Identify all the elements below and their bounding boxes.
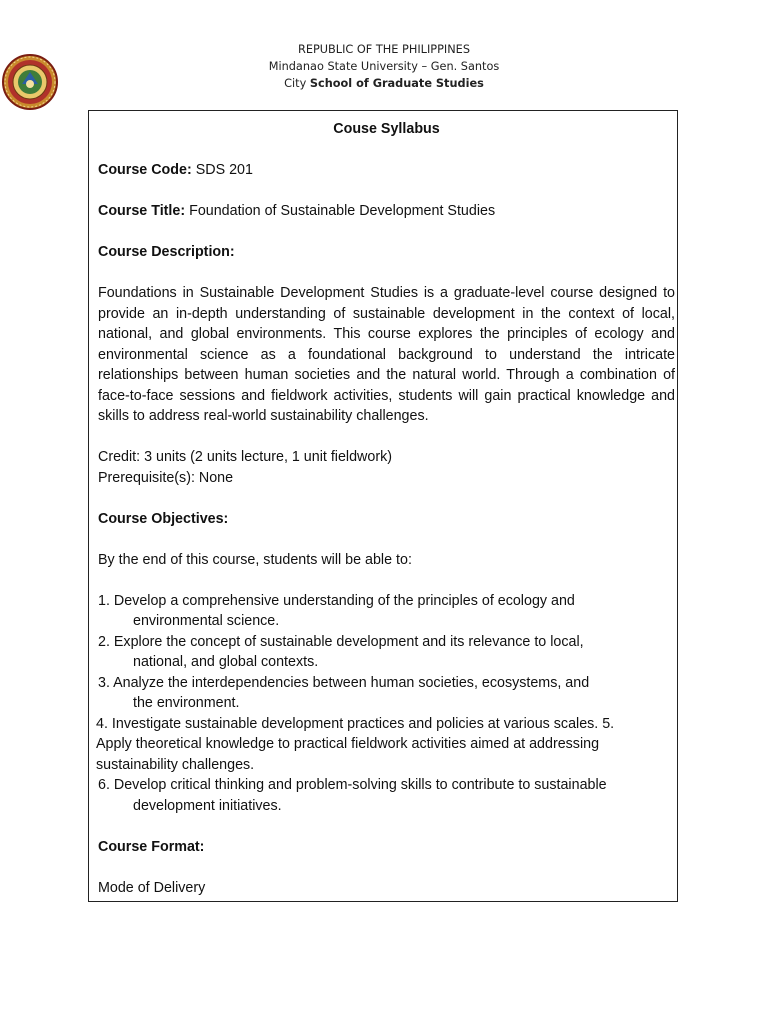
objective-4-5-line3: sustainability challenges. (96, 756, 255, 773)
letterhead (200, 41, 568, 92)
syllabus-box (88, 110, 678, 902)
objective-1-line1: 1. Develop a comprehensive understanding of the principles of ecology and (98, 592, 575, 609)
mode-of-delivery: Mode of Delivery (98, 879, 206, 896)
course-code-value: SDS 201 (191, 162, 253, 178)
course-code (98, 160, 675, 181)
objective-4-5-line2: Apply theoretical knowledge to practical fieldwork activities aimed at addressing (96, 736, 600, 752)
course-description-heading: Course Description: (98, 244, 235, 260)
course-format-heading: Course Format: (98, 838, 205, 855)
header-university: Mindanao State University – Gen. Santos (268, 60, 500, 73)
header-school-name: School of Graduate Studies (309, 77, 484, 90)
header-city: City (284, 77, 310, 90)
course-title-value: Foundation of Sustainable Development Studies (185, 203, 496, 219)
credit-line: Credit: 3 units (2 units lecture, 1 unit fieldwork) (98, 449, 393, 465)
objectives-intro: By the end of this course, students will be able to: (98, 551, 412, 568)
objective-2-line2: national, and global contexts. (133, 654, 319, 670)
objective-4-5-line1: 4. Investigate sustainable development practices and policies at various scales. 5. (96, 715, 615, 732)
university-seal-logo (2, 54, 58, 110)
header-school (200, 75, 568, 92)
objective-1 (98, 591, 675, 632)
header-republic: REPUBLIC OF THE PHILIPPINES (297, 43, 470, 56)
objective-6-line2: development initiatives. (133, 797, 282, 814)
objective-3-line1: 3. Analyze the interdependencies between human societies, ecosystems, and (98, 674, 590, 691)
objective-4-5 (98, 714, 675, 776)
course-description-text: Foundations in Sustainable Development Studies is a graduate-level course designed to provide an in-depth understanding of sustainable development in the context of local, national, and global environments. This course explores the principles of ecology and environmental science as a foundational background to understand the intricate relationships between human societies and the natural world. Through a combination of face-to-face sessions and fieldwork activities, students will gain practical knowledge and skills to address real-world sustainability challenges. (98, 285, 675, 424)
course-title-label: Course Title: (98, 203, 186, 219)
objective-2 (98, 632, 675, 673)
syllabus-content (98, 119, 675, 898)
objective-2-line1: 2. Explore the concept of sustainable development and its relevance to local, (98, 633, 584, 650)
objective-1-line2: environmental science. (133, 613, 280, 629)
prerequisite-line: Prerequisite(s): None (98, 469, 234, 486)
objective-3 (98, 673, 675, 714)
course-code-label: Course Code: (98, 162, 192, 178)
objective-6 (98, 775, 675, 816)
course-objectives-heading: Course Objectives: (98, 510, 229, 527)
syllabus-title: Couse Syllabus (333, 121, 440, 137)
course-title (98, 201, 675, 222)
objective-3-line2: the environment. (133, 695, 240, 711)
objective-6-line1: 6. Develop critical thinking and problem-solving skills to contribute to sustainable (98, 777, 607, 793)
